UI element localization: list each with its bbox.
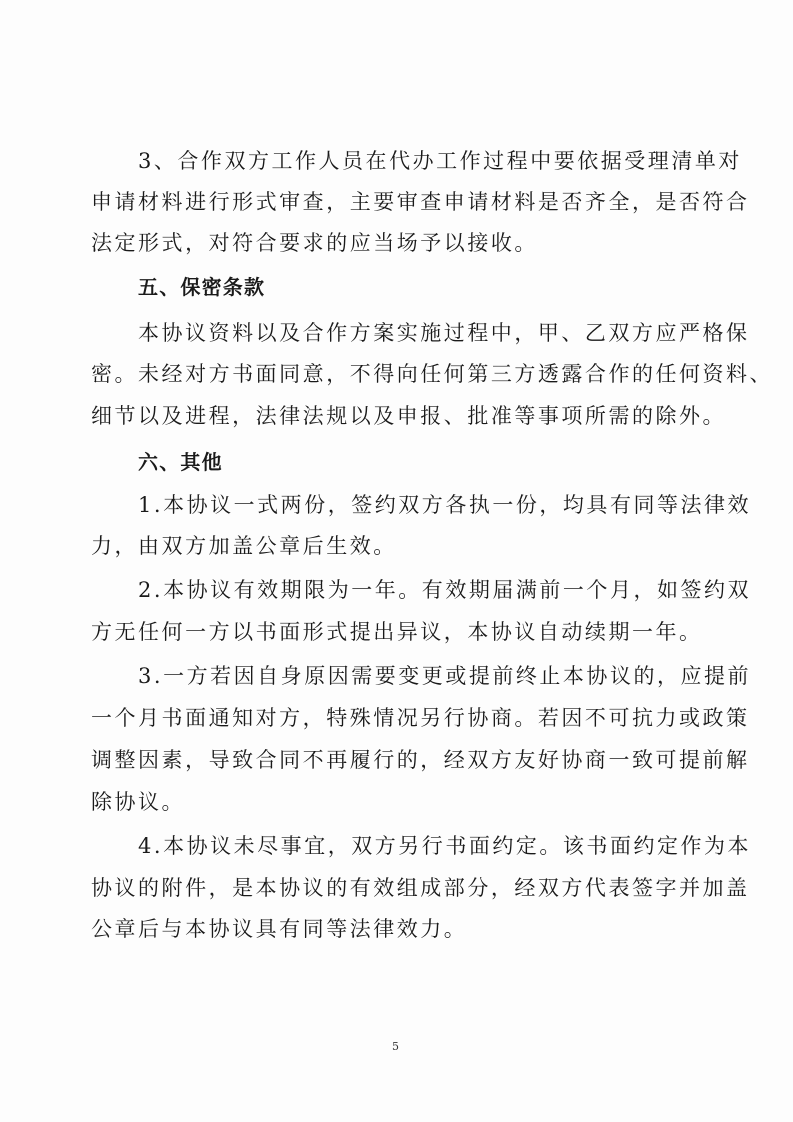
confidentiality-line-1: 本协议资料以及合作方案实施过程中，甲、乙双方应严格保: [138, 321, 750, 345]
others-item-3-line-2: 一个月书面通知对方，特殊情况另行协商。若因不可抗力或政策: [91, 706, 750, 730]
others-item-3-line-3: 调整因素，导致合同不再履行的，经双方友好协商一致可提前解: [91, 748, 750, 772]
others-item-2-line-2: 方无任何一方以书面形式提出异议，本协议自动续期一年。: [91, 620, 703, 644]
others-item-3-line-4: 除协议。: [91, 790, 186, 814]
paragraph-3-line-2: 申请材料进行形式审查，主要审查申请材料是否齐全，是否符合: [91, 190, 750, 214]
others-item-3-line-1: 3.一方若因自身原因需要变更或提前终止本协议的，应提前: [138, 664, 752, 688]
paragraph-3-line-3: 法定形式，对符合要求的应当场予以接收。: [91, 231, 538, 255]
confidentiality-line-3: 细节以及进程，法律法规以及申报、批准等事项所需的除外。: [91, 404, 727, 428]
section-heading-others: 六、其他: [138, 450, 223, 474]
section-heading-confidentiality: 五、保密条款: [138, 275, 266, 299]
others-item-1-line-2: 力，由双方加盖公章后生效。: [91, 534, 397, 558]
paragraph-3-line-1: 3、合作双方工作人员在代办工作过程中要依据受理清单对: [138, 149, 742, 173]
others-item-4-line-3: 公章后与本协议具有同等法律效力。: [91, 917, 468, 941]
others-item-4-line-1: 4.本协议未尽事宜，双方另行书面约定。该书面约定作为本: [138, 834, 752, 858]
others-item-1-line-1: 1.本协议一式两份，签约双方各执一份，均具有同等法律效: [138, 493, 752, 517]
page-number: 5: [392, 1040, 399, 1053]
others-item-2-line-1: 2.本协议有效期限为一年。有效期届满前一个月，如签约双: [138, 578, 752, 602]
others-item-4-line-2: 协议的附件，是本协议的有效组成部分，经双方代表签字并加盖: [91, 876, 750, 900]
confidentiality-line-2: 密。未经对方书面同意，不得向任何第三方透露合作的任何资料、: [91, 362, 774, 386]
